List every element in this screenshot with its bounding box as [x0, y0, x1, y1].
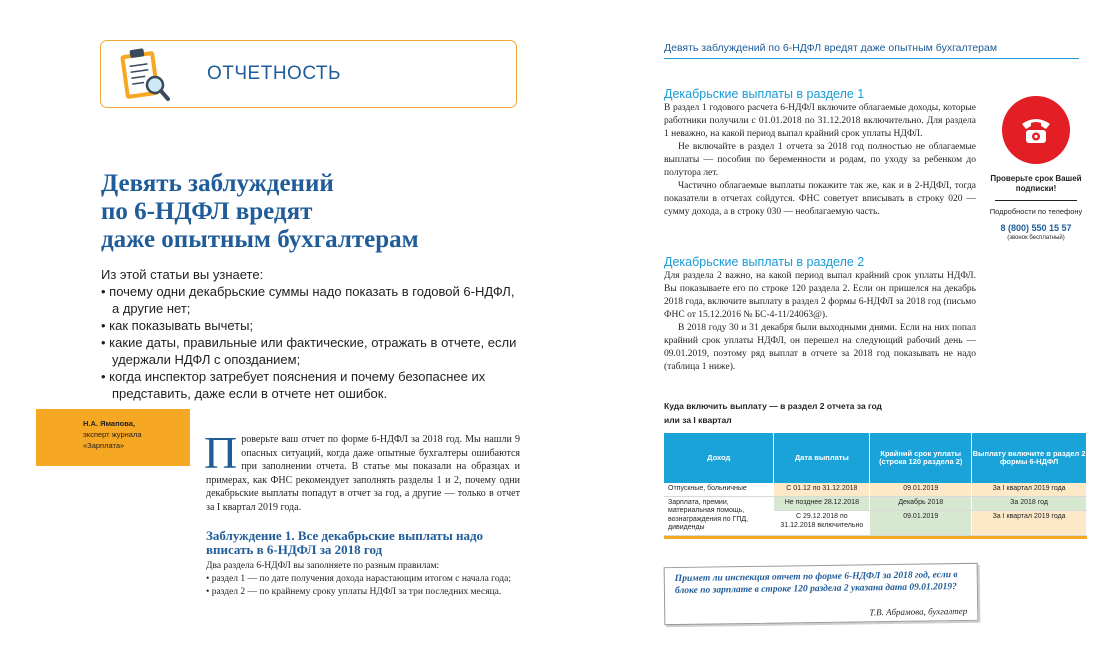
- paragraph: В 2018 году 30 и 31 декабря были выходными днями. Если на них попал крайний срок уплаты НДФЛ, он перешел на следующий рабочий день — 09.01.2019, поэтому ряд выплат в отчете за 2018 год показывать не надо (таблица 1 ниже).: [664, 323, 976, 372]
- lead-text: роверьте ваш отчет по форме 6-НДФЛ за 2018 год. Мы нашли 9 опасных ситуаций, когда даже опытные бухгалтеры ошибаются при заполнении отчета. В статье мы показали на образцах и примерах, как ФНС рекомендует заполнять разделы 1 и 2, почему одни декабрьские выплаты попадут в отчет за год, а другие — только в отчет за I квартал 2019 года.: [206, 434, 520, 513]
- table-row: [664, 483, 1087, 496]
- paragraph: Для раздела 2 важно, на какой период выпал крайний срок уплаты НДФЛ. Вы показываете его по строке 120 раздела 2. Если он пришелся на декабрь 2018 года, включите выплату в раздел 2 формы 6-НДФЛ за 2018 год (письмо ФНС от 15.12.2016 № БС-4-11/24063@).: [664, 271, 976, 320]
- error1-heading: Заблуждение 1. Все декабрьские выплаты надо вписать в 6-НДФЛ за 2018 год: [206, 528, 484, 557]
- subscription-promo: [985, 90, 1087, 241]
- promo-divider: [995, 200, 1077, 201]
- dec1-body: [664, 102, 976, 219]
- intro-item: • почему одни декабрьские суммы надо показать в годовой 6-НДФЛ, а другие нет;: [101, 283, 521, 317]
- author-name: Н.А. Ямапова,: [83, 419, 135, 428]
- error1-list: [206, 573, 520, 599]
- question-author: Т.В. Абрамова, бухгалтер: [869, 605, 968, 618]
- paragraph: Не включайте в раздел 1 отчета за 2018 год полностью не облагаемые выплаты — пособия по беременности и родам, по уходу за ребенком до полутора лет.: [664, 142, 976, 178]
- intro-item: • как показывать вычеты;: [101, 317, 521, 334]
- header-rule: [664, 58, 1079, 59]
- title-line: даже опытным бухгалтерам: [101, 226, 419, 253]
- article-title: [101, 170, 521, 254]
- table-cell: Отпускные, больничные: [664, 483, 774, 496]
- intro-list: [101, 283, 521, 402]
- table-header: Крайний срок уплаты (строка 120 раздела 2): [870, 433, 972, 483]
- clipboard-magnifier-icon: [115, 45, 171, 103]
- promo-title: Проверьте срок Вашей подписки!: [990, 174, 1082, 193]
- paragraph: В раздел 1 годового расчета 6-НДФЛ включите облагаемые доходы, которые работники получили с 01.01.2018 по 31.12.2018 включительно. Для раздела 1 неважно, на какой период выпал крайний срок уплаты НДФЛ.: [664, 103, 976, 139]
- table-cell: С 01.12 по 31.12.2018: [774, 483, 870, 496]
- dec1-heading: Декабрьские выплаты в разделе 1: [664, 87, 865, 101]
- dropcap: П: [204, 427, 238, 478]
- author-box: [36, 409, 190, 466]
- table-cell: Не позднее 28.12.2018: [774, 496, 870, 511]
- question-box: [664, 563, 979, 625]
- error1-lead: Два раздела 6-НДФЛ вы заполняете по разным правилам:: [206, 561, 440, 571]
- table-header: Дата выплаты: [774, 433, 870, 483]
- table-row: [664, 496, 1087, 511]
- table-cell: Зарплата, премии, материальная помощь, вознаграждения по ГПД, дивиденды: [664, 496, 774, 535]
- table-cell: За 2018 год: [972, 496, 1087, 511]
- table-header: Доход: [664, 433, 774, 483]
- intro-block: [101, 266, 521, 402]
- paragraph: Частично облагаемые выплаты покажите так же, как и в 2-НДФЛ, тогда показатели в отчетах сойдутся. ФНС советует вписывать в строку 020 — сумму дохода, а в строку 030 — необлагаемую часть.: [664, 181, 976, 217]
- intro-item: • какие даты, правильные или фактические, отражать в отчете, если удержали НДФЛ с опозданием;: [101, 334, 521, 368]
- question-text: Примет ли инспекция отчет по форме 6-НДФЛ за 2018 год, если в блоке по зарплате в строке 120 раздела 2 указана дата 09.01.2019?: [674, 570, 958, 597]
- title-line: по 6-НДФЛ вредят: [101, 198, 313, 225]
- table-caption: Куда включить выплату — в раздел 2 отчета за год или за I квартал: [664, 401, 882, 425]
- lead-paragraph: [204, 427, 520, 515]
- table-cell: За I квартал 2019 года: [972, 483, 1087, 496]
- intro-item: • когда инспектор затребует пояснения и почему безопаснее их представить, даже если в отчете нет ошибок.: [101, 368, 521, 402]
- promo-phone[interactable]: 8 (800) 550 15 57: [1000, 223, 1072, 233]
- phone-icon: [1002, 96, 1070, 164]
- table-cell: Декабрь 2018: [870, 496, 972, 511]
- intro-heading: Из этой статьи вы узнаете:: [101, 267, 264, 282]
- author-journal: «Зарплата»: [83, 441, 125, 450]
- dec2-body: [664, 270, 976, 374]
- error1-item: • раздел 1 — по дате получения дохода нарастающим итогом с начала года;: [206, 573, 520, 586]
- table-cell: С 29.12.2018 по 31.12.2018 включительно: [774, 511, 870, 535]
- table-cell: 09.01.2019: [870, 483, 972, 496]
- dec2-heading: Декабрьские выплаты в разделе 2: [664, 255, 865, 269]
- table-header: Выплату включите в раздел 2 формы 6-НДФЛ: [972, 433, 1087, 483]
- table-header-row: [664, 433, 1087, 483]
- promo-note: (звонок бесплатный): [1007, 235, 1065, 241]
- error1-body: [206, 560, 520, 600]
- section-header-box: [100, 40, 517, 108]
- table-cell: За I квартал 2019 года: [972, 511, 1087, 535]
- promo-subtitle: Подробности по телефону: [989, 207, 1083, 216]
- running-head: Девять заблуждений по 6-НДФЛ вредят даже опытным бухгалтерам: [664, 42, 998, 54]
- table-bottom-rule: [664, 536, 1087, 539]
- error1-item: • раздел 2 — по крайнему сроку уплаты НДФЛ за три последних месяца.: [206, 586, 520, 599]
- section-label: ОТЧЕТНОСТЬ: [207, 63, 341, 84]
- table-cell: 09.01.2019: [870, 511, 972, 535]
- title-line: Девять заблуждений: [101, 170, 334, 197]
- author-role: эксперт журнала: [83, 430, 142, 439]
- payments-table: [664, 433, 1087, 539]
